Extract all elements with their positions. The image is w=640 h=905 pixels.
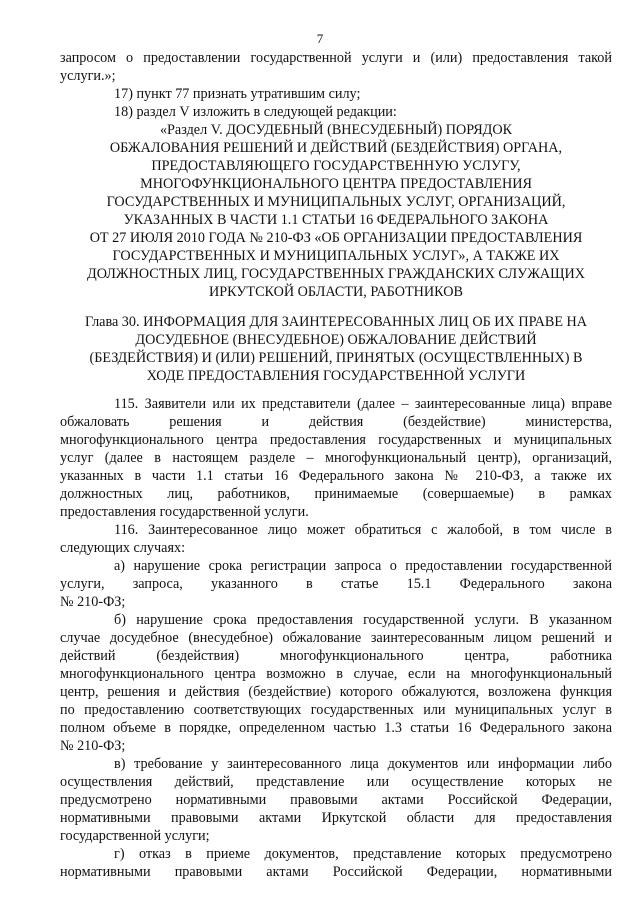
heading-line: «Раздел V. ДОСУДЕБНЫЙ (ВНЕСУДЕБНЫЙ) ПОРЯДОК — [159, 122, 513, 138]
heading-line: ИРКУТСКОЙ ОБЛАСТИ, РАБОТНИКОВ — [209, 284, 463, 300]
heading-line: Глава 30. ИНФОРМАЦИЯ ДЛЯ ЗАИНТЕРЕСОВАННЫХ ЛИЦ ОБ ИХ ПРАВЕ НА — [84, 314, 588, 330]
text-line: нормативными правовыми актами Иркутской области для предоставления — [60, 810, 612, 826]
heading-line: ДОСУДЕБНОЕ (ВНЕСУДЕБНОЕ) ОБЖАЛОВАНИЕ ДЕЙСТВИЙ — [135, 332, 537, 348]
heading-line: (БЕЗДЕЙСТВИЯ) И (ИЛИ) РЕШЕНИЙ, ПРИНЯТЫХ (ОСУЩЕСТВЛЕННЫХ) В — [89, 350, 583, 366]
text-line: в) требование у заинтересованного лица документов или информации либо — [114, 756, 612, 772]
text-line: нормативными правовыми актами Российской Федерации, нормативными — [60, 864, 612, 880]
main-text — [60, 395, 612, 881]
text-line: государственной услуги; — [60, 828, 210, 844]
heading-line: ХОДЕ ПРЕДОСТАВЛЕНИЯ ГОСУДАРСТВЕННОЙ УСЛУГИ — [146, 368, 526, 384]
text-line: предоставления государственной услуги. — [60, 504, 309, 520]
text-line: а) нарушение срока регистрации запроса о предоставлении государственной — [114, 558, 612, 574]
text-line: центр, решения и действия (бездействие) которого обжалуются, возложена функция — [60, 684, 612, 700]
heading-line: ДОЛЖНОСТНЫХ ЛИЦ, ГОСУДАРСТВЕННЫХ ГРАЖДАНСКИХ СЛУЖАЩИХ — [87, 266, 585, 282]
text-line: запросом о предоставлении государственной услуги и (или) предоставления такой — [60, 50, 612, 66]
text-line: по предоставлению соответствующих государственных или муниципальных услуг в — [60, 702, 612, 718]
text-line: услуги.»; — [60, 68, 116, 84]
heading-line: ОТ 27 ИЮЛЯ 2010 ГОДА № 210-ФЗ «ОБ ОРГАНИЗАЦИИ ПРЕДОСТАВЛЕНИЯ — [89, 230, 583, 246]
text-line: 17) пункт 77 признать утратившим силу; — [114, 86, 361, 102]
text-line: № 210-ФЗ; — [60, 738, 126, 754]
heading-line: ОБЖАЛОВАНИЯ РЕШЕНИЙ И ДЕЙСТВИЙ (БЕЗДЕЙСТВИЯ) ОРГАНА, — [109, 140, 563, 156]
text-line: № 210-ФЗ; — [60, 594, 126, 610]
text-line: услуги, запроса, указанного в статье 15.1 Федерального закона — [60, 576, 612, 592]
text-line: следующих случаях: — [60, 540, 186, 556]
page-number: 7 — [316, 31, 324, 46]
text-line: предусмотрено нормативными правовыми актами Российской Федерации, — [60, 792, 612, 808]
heading-line: УКАЗАННЫХ В ЧАСТИ 1.1 СТАТЬИ 16 ФЕДЕРАЛЬНОГО ЗАКОНА — [123, 212, 549, 228]
heading-line: ПРЕДОСТАВЛЯЮЩЕГО ГОСУДАРСТВЕННУЮ УСЛУГУ, — [151, 158, 521, 174]
text-line: 115. Заявители или их представители (далее – заинтересованные лица) вправе — [114, 396, 612, 412]
chapter-heading — [60, 313, 612, 385]
text-line: б) нарушение срока предоставления государственной услуги. В указанном — [114, 612, 612, 628]
text-line: услуг (далее в настоящем разделе – многофункциональный центр), организаций, — [60, 450, 612, 466]
heading-line: МНОГОФУНКЦИОНАЛЬНОГО ЦЕНТРА ПРЕДОСТАВЛЕНИЯ — [140, 176, 532, 192]
text-line: многофункционального центра возможно в случае, если на многофункциональный — [60, 666, 612, 682]
text-line: 18) раздел V изложить в следующей редакции: — [114, 104, 397, 120]
heading-line: ГОСУДАРСТВЕННЫХ И МУНИЦИПАЛЬНЫХ УСЛУГ, ОРГАНИЗАЦИЙ, — [106, 194, 566, 210]
text-line: должностных лиц, работников, принимаемые (совершаемые) в рамках — [60, 486, 612, 502]
text-line: обжаловать решения и действия (бездействие) министерства, — [60, 414, 612, 430]
document-body — [60, 49, 612, 881]
text-line: г) отказ в приеме документов, представление которых предусмотрено — [114, 846, 612, 862]
text-line: 116. Заинтересованное лицо может обратиться с жалобой, в том числе в — [114, 522, 612, 538]
heading-line: ГОСУДАРСТВЕННЫХ И МУНИЦИПАЛЬНЫХ УСЛУГ», А ТАКЖЕ ИХ — [112, 248, 560, 264]
text-line: многофункционального центра предоставления государственных и муниципальных — [60, 432, 612, 448]
text-line: полном объеме в порядке, определенном частью 1.3 статьи 16 Федерального закона — [60, 720, 612, 736]
text-line: осуществления действий, представление или осуществление которых не — [60, 774, 612, 790]
text-line: действий (бездействия) многофункционального центра, работника — [60, 648, 612, 664]
text-line: указанных в части 1.1 статьи 16 Федерального закона № 210-ФЗ, а также их — [60, 468, 612, 484]
text-line: случае досудебное (внесудебное) обжалование заинтересованным лицом решений и — [60, 630, 612, 646]
section-heading — [60, 121, 612, 301]
intro-paragraphs — [60, 49, 612, 121]
